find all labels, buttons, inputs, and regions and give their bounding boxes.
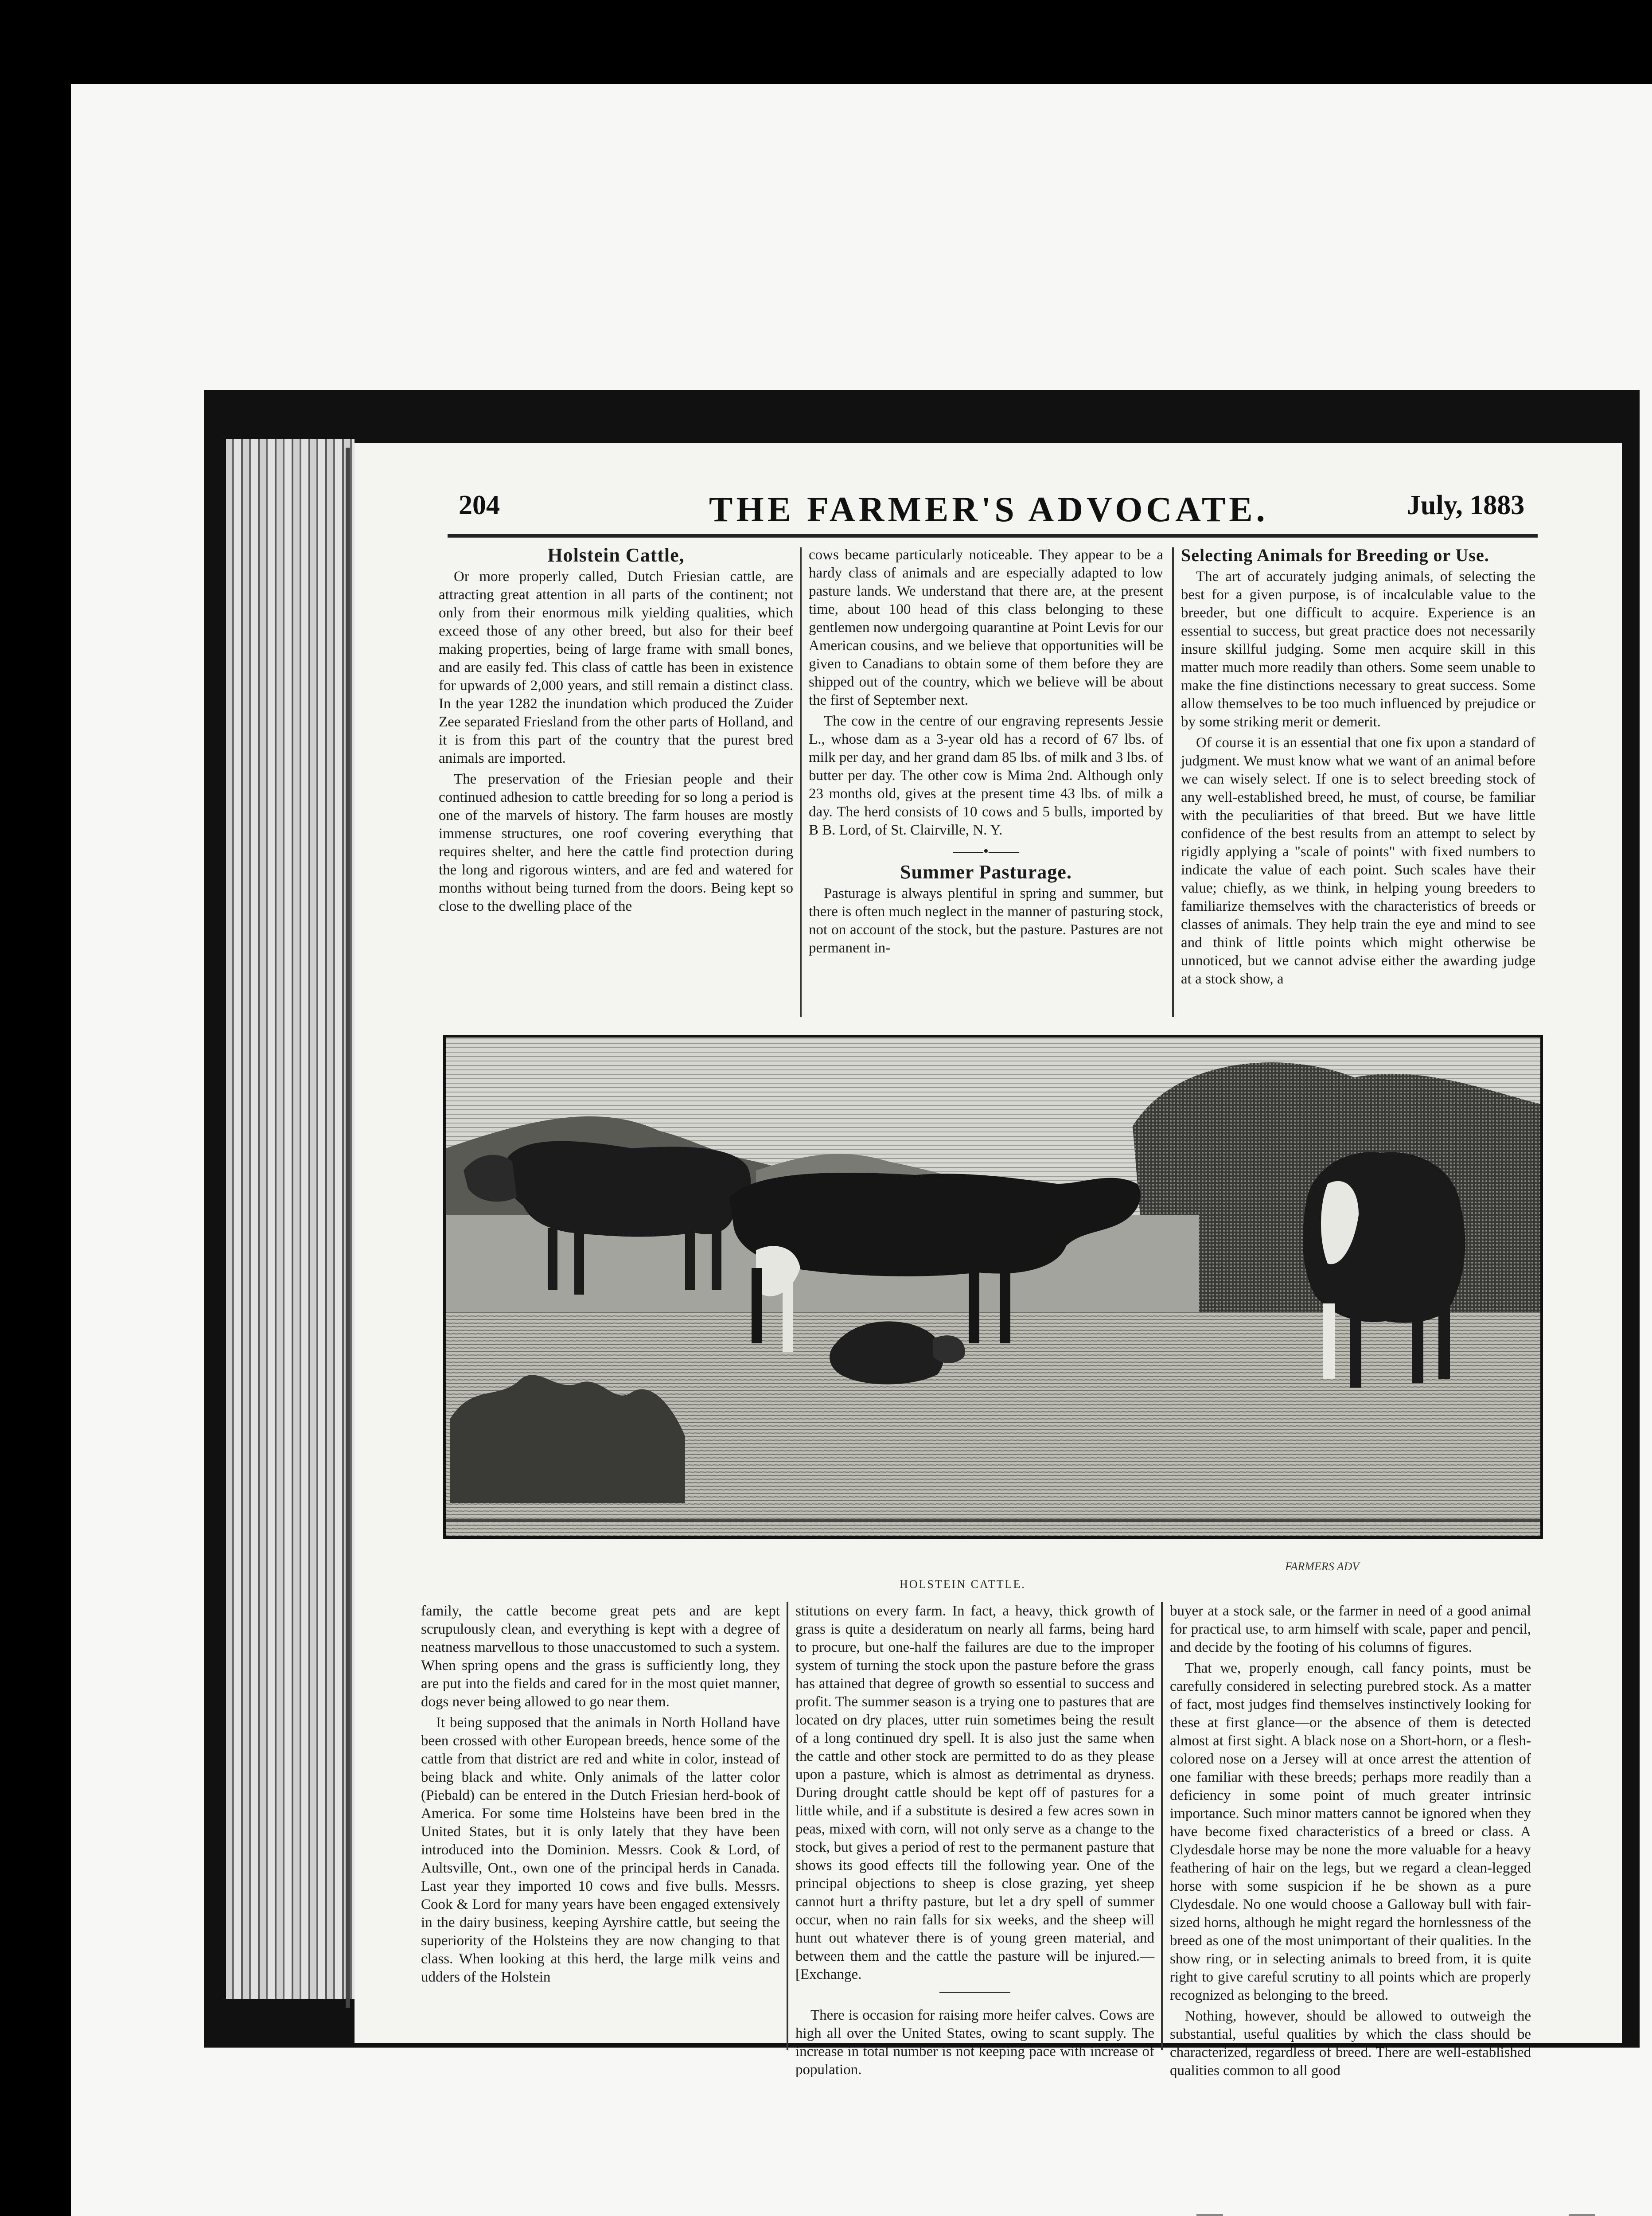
journal-title: THE FARMER'S ADVOCATE. xyxy=(709,490,1269,529)
paragraph: That we, properly enough, call fancy points, must be carefully considered in selecting purebred stock. As a matter of fact, most judges find themselves instinctively looking for these at first glance—or the absence of them is detected almost at first sight. A black nose on a Short-horn, or a flesh-colored nose on a Jersey will at once arrest the attention of one familiar with these breeds; perhaps more readily than a deficiency in some point of much greater intrinsic importance. Such minor matters cannot be ignored when they have become fixed characteristics of a breed or class. A Clydesdale horse may be none the more valuable for a heavy feathering of hair on the legs, but we regard a clean-legged horse with some suspicion if he be shown as a pure Clydesdale. No one would choose a Galloway bull with fair-sized horns, although he might regard the hornlessness of the breed as one of the most unimportant of their qualities. In the show ring, or in selecting animals to breed from, it is quite right to give careful scrutiny to all points which are properly recognized as belonging to the breed. xyxy=(1170,1660,1531,2003)
engraver-signature: FARMERS ADV xyxy=(1285,1560,1360,1573)
gutter-line xyxy=(346,448,350,2008)
issue-date: July, 1883 xyxy=(1407,490,1525,520)
paragraph: Pasturage is always plentiful in spring and summer, but there is often much neglect in the manner of pasturing stock, not on account of the stock, but the pasture. Pastures are not permanent in- xyxy=(809,886,1164,956)
column-rule xyxy=(1161,1602,1163,2050)
column-rule xyxy=(1172,547,1174,1017)
paragraph: stitutions on every farm. In fact, a heavy, thick growth of grass is quite a desideratum on nearly all farms, being hard to procure, but one-half the failures are due to the improper system of turning the stock upon the pasture before the grass has attained that degree of growth so essential to success and profit. The summer season is a trying one to pastures that are located on dry places, utter ruin sometimes being the result of a long continued dry spell. It is also just the same when the cattle and other stock are permitted to do as they please upon a pasture, which is almost as detrimental as dryness. During drought cattle should be kept off of pastures for a little while, and if a substitute is desired a few acres sown in peas, mixed with corn, will not only serve as a change to the stock, but gives a period of rest to the permanent pasture that shows its good effects till the following year. One of the principal objections to sheep is close grazing, yet sheep cannot hurt a thrifty pasture, but let a dry spell of summer occur, when no rain falls for six weeks, and the sheep will hunt out whatever there is of young green material, and between them and the cattle the pasture will be injured.—[Exchange. xyxy=(795,1603,1154,1982)
scan-mark xyxy=(1196,2214,1223,2216)
paragraph: Of course it is an essential that one fix upon a standard of judgment. We must know what we want of an animal before we can wisely select. If one is to select breeding stock of any well-established breed, he must, of course, be familiar with the peculiarities of that breed. But we have little confidence of the best results from an attempt to select by rigidly applying a "scale of points" with fixed numbers to indicate the value of each point. Such scales have their value; chiefly, as we think, in helping young breeders to familiarize themselves with the characteristics of breeds or classes of animals. They help train the eye and mind to see and think of little points which might otherwise be unnoticed, but we cannot advise either the awarding judge at a stock show, a xyxy=(1181,735,1535,987)
paragraph: Nothing, however, should be allowed to outweigh the substantial, useful qualities by which the class should be characterized, regardless of breed. There are well-established qualities common to all good xyxy=(1170,2008,1531,2079)
article-title-holstein: Holstein Cattle, xyxy=(547,544,685,566)
article-title-summer-pasturage: Summer Pasturage. xyxy=(900,861,1072,883)
article-column-6 xyxy=(1170,1602,1531,2083)
paragraph: It being supposed that the animals in North Holland have been crossed with other European breeds, hence some of the cattle from that district are red and white in color, instead of being black and white. Only animals of the latter color (Piebald) can be entered in the Dutch Friesian herd-book of America. For some time Holsteins have been bred in the United States, but it is only lately that they have been introduced into the Dominion. Messrs. Cook & Lord, of Aultsville, Ont., own one of the principal herds in Canada. Last year they imported 10 cows and five bulls. Messrs. Cook & Lord for many years have been engaged extensively in the dairy business, keeping Ayrshire cattle, but seeing the superiority of the Holsteins they are now changing to that class. When looking at this herd, the large milk veins and udders of the Holstein xyxy=(421,1715,780,1985)
cattle-engraving-image xyxy=(446,1038,1540,1536)
paragraph: The art of accurately judging animals, of selecting the best for a given purpose, is of incalculable value to the breeder, but one difficult to acquire. Experience is an essential to success, but great practice does not necessarily insure skillful judging. Some men acquire skill in this matter much more readily than others. Some seem unable to make the fine distinctions necessary to great success. Some allow themselves to be too much influenced by prejudice or by some striking merit or demerit. xyxy=(1181,569,1535,730)
paragraph: There is occasion for raising more heifer calves. Cows are high all over the United States, owing to scant supply. The increase in total number is not keeping pace with increase of population. xyxy=(795,2007,1154,2078)
article-column-1 xyxy=(439,546,793,918)
paragraph: Or more properly called, Dutch Friesian cattle, are attracting great attention in all parts of the continent; not only from their enormous milk yielding qualities, which exceed those of any other breed, but also for their beef making properties, being of large frame with small bones, and are easily fed. This class of cattle has been in existence for upwards of 2,000 years, and still remain a distinct class. In the year 1282 the inundation which produced the Zuider Zee separated Friesland from the other parts of Holland, and it is from this part of the country that the purest bred animals are imported. xyxy=(439,569,793,766)
section-rule xyxy=(939,1992,1010,1993)
paragraph: buyer at a stock sale, or the farmer in need of a good animal for practical use, to arm himself with scale, paper and pencil, and decide by the footing of his columns of figures. xyxy=(1170,1603,1531,1655)
section-ornament: ——•—— xyxy=(953,843,1019,859)
scan-mark xyxy=(1569,2214,1595,2216)
holstein-cattle-engraving xyxy=(443,1035,1543,1539)
article-column-4 xyxy=(421,1602,780,1989)
article-column-5 xyxy=(795,1602,1154,2082)
paragraph: The cow in the centre of our engraving represents Jessie L., whose dam as a 3-year old has a record of 67 lbs. of milk per day, and her grand dam 85 lbs. of milk and 3 lbs. of butter per day. The other cow is Mima 2nd. Although only 23 months old, gives at the present time 43 lbs. of milk a day. The herd consists of 10 cows and 5 bulls, imported by B B. Lord, of St. Clairville, N. Y. xyxy=(809,713,1163,838)
article-title-selecting-animals: Selecting Animals for Breeding or Use. xyxy=(1181,545,1489,565)
paragraph: cows became particularly noticeable. They appear to be a hardy class of animals and are especially adapted to low pasture lands. We understand that there are, at the present time, about 100 head of this class belonging to these gentlemen now undergoing quarantine at Point Levis for our American cousins, and we believe that opportunities will be given to Canadians to obtain some of them before they are shipped out of the country, which we believe will be about the first of September next. xyxy=(809,547,1163,708)
paragraph: The preservation of the Friesian people and their continued adhesion to cattle breeding for so long a period is one of the marvels of history. The farm houses are mostly immense structures, one roof covering everything that requires shelter, and here the cattle find protection during the long and rigorous winters, and are fed and watered for months without being turned from the doors. Being kept so close to the dwelling place of the xyxy=(439,771,793,914)
page-number: 204 xyxy=(459,490,500,520)
article-column-2 xyxy=(809,546,1163,960)
column-rule xyxy=(787,1602,788,2050)
foreground-shrub xyxy=(450,1375,685,1503)
page-edge-stack xyxy=(226,439,355,1999)
paragraph: family, the cattle become great pets and are kept scrupulously clean, and everything is kept with a degree of neatness marvellous to those unaccustomed to such a system. When spring opens and the grass is sufficiently long, they are put into the fields and cared for in the most quiet manner, dogs never being allowed to go near them. xyxy=(421,1603,780,1710)
header-rule xyxy=(448,534,1538,538)
column-rule xyxy=(800,547,802,1017)
article-column-3 xyxy=(1181,546,1535,991)
illustration-caption: HOLSTEIN CATTLE. xyxy=(900,1578,1026,1591)
